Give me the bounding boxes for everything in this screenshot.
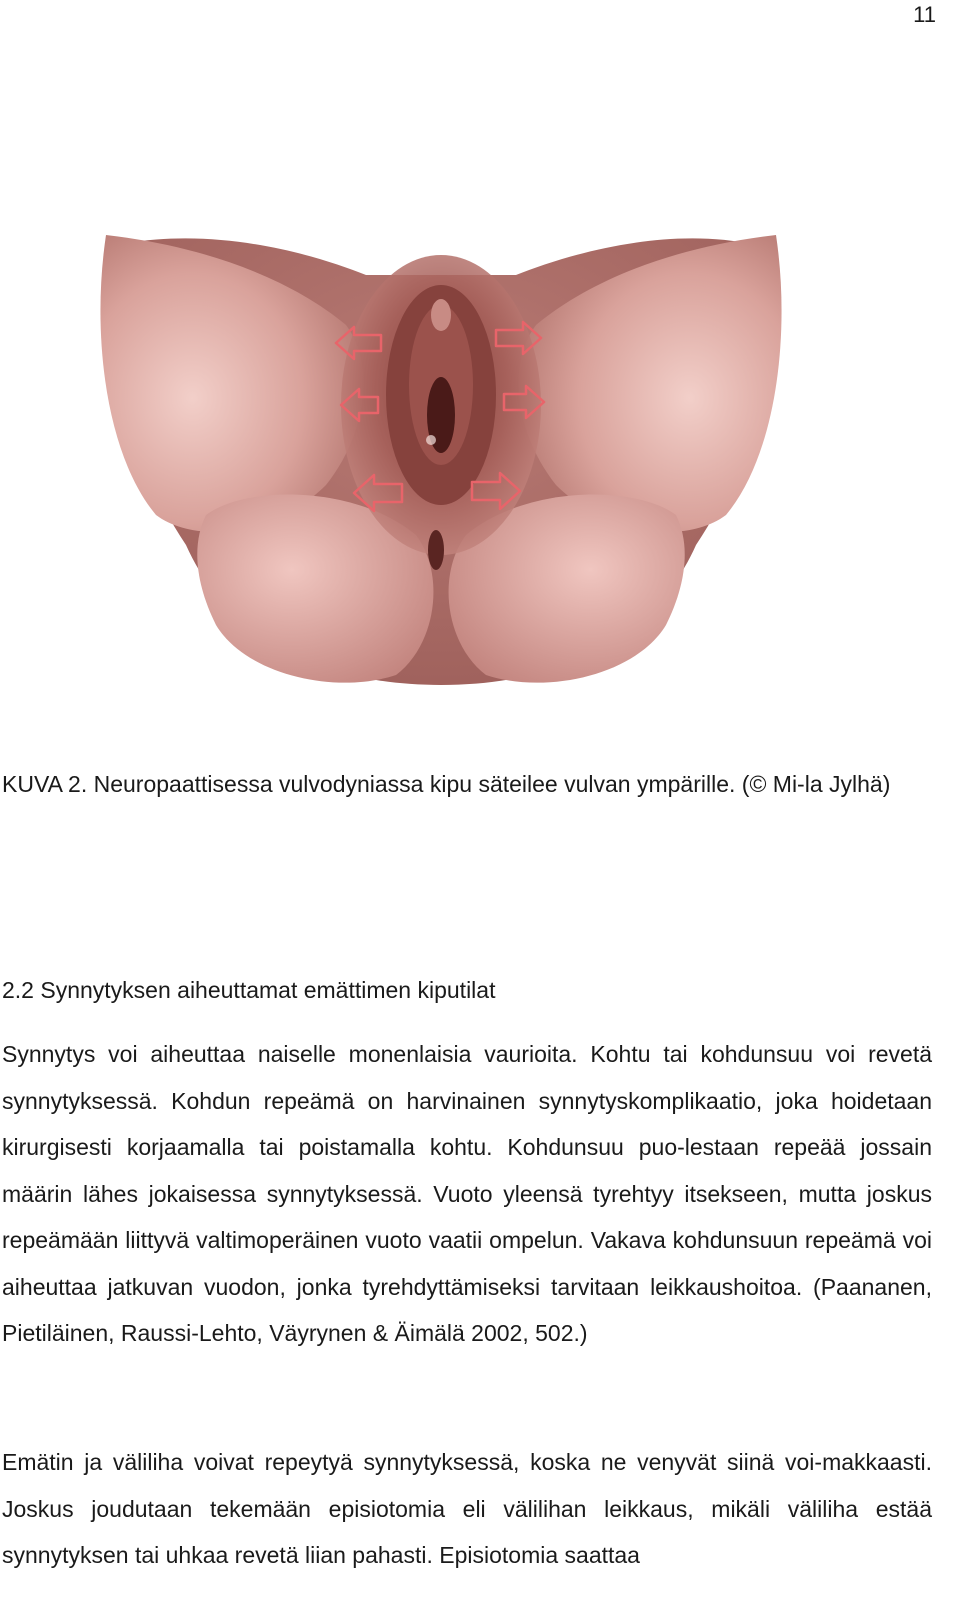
figure-caption: KUVA 2. Neuropaattisessa vulvodyniassa kipu säteilee vulvan ympärille. (© Mi-la Jylhä) <box>2 771 891 797</box>
illustration-svg <box>96 215 786 685</box>
anatomical-illustration <box>96 215 786 685</box>
page-number: 11 <box>913 2 936 27</box>
section-heading: 2.2 Synnytyksen aiheuttamat emättimen kiputilat <box>2 977 496 1003</box>
body-paragraph-2: Emätin ja väliliha voivat repeytyä synnytyksessä, koska ne venyvät siinä voi-makkaasti. Joskus joudutaan tekemään episiotomia eli välilihan leikkaus, mikäli väliliha estää synnytyksen tai uhkaa revetä liian pahasti. Episiotomia saattaa <box>2 1449 932 1568</box>
body-paragraph-1: Synnytys voi aiheuttaa naiselle monenlaisia vaurioita. Kohtu tai kohdunsuu voi revetä synnytyksessä. Kohdun repeämä on harvinainen synnytyskomplikaatio, joka hoidetaan kirurgisesti korjaamalla tai poistamalla kohtu. Kohdunsuu puo-lestaan repeää jossain määrin lähes jokaisessa synnytyksessä. Vuoto yleensä tyrehtyy itsekseen, mutta joskus repeämään liittyvä valtimoperäinen vuoto vaatii ompelun. Vakava kohdunsuun repeämä voi aiheuttaa jatkuvan vuodon, jonka tyrehdyttämiseksi tarvitaan leikkaushoitoa. (Paananen, Pietiläinen, Raussi-Lehto, Väyrynen & Äimälä 2002, 502.) <box>2 1041 932 1346</box>
